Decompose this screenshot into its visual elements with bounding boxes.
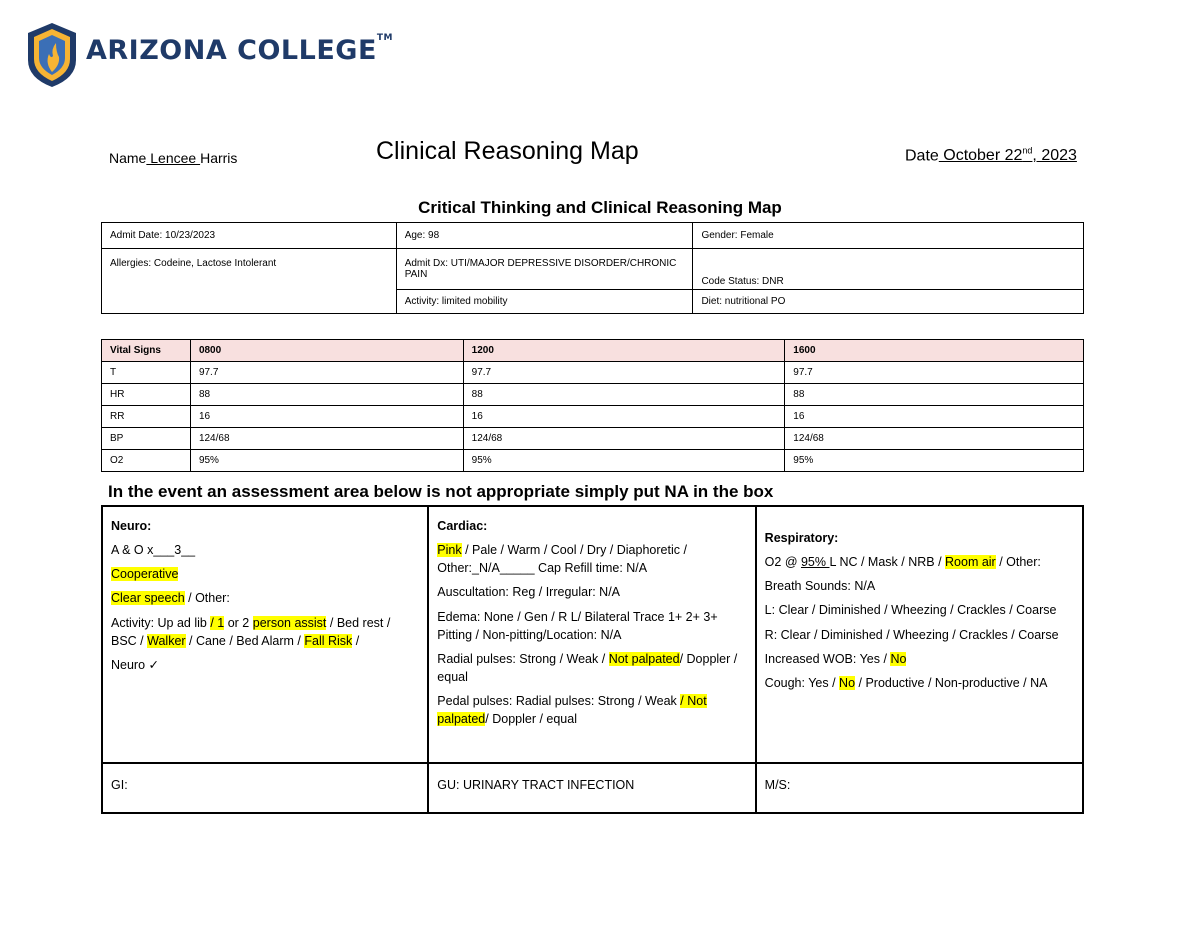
vitals-cell: T bbox=[102, 362, 191, 384]
shield-logo-icon bbox=[26, 22, 78, 88]
name-value: Lencee bbox=[146, 150, 201, 166]
vitals-cell: HR bbox=[102, 384, 191, 406]
oxygen-line: O2 @ 95% L NC / Mask / NRB / Room air / Other: bbox=[764, 555, 1041, 570]
arizona-college-logo bbox=[26, 20, 393, 90]
allergies-cell: Allergies: Codeine, Lactose Intolerant bbox=[102, 249, 397, 314]
neuro-check-line: Neuro ✓ bbox=[111, 657, 159, 672]
activity-cell: Activity: limited mobility bbox=[396, 290, 693, 314]
date-field: Date October 22nd, 2023 bbox=[905, 146, 1077, 165]
auscultation-line: Auscultation: Reg / Irregular: N/A bbox=[437, 585, 621, 600]
vitals-cell: 95% bbox=[463, 450, 785, 472]
vitals-cell: 124/68 bbox=[785, 428, 1084, 450]
vitals-row bbox=[102, 362, 1084, 384]
pedal-pulses-line: Pedal pulses: Radial pulses: Strong / Weak / Not palpated/ Doppler / equal bbox=[437, 694, 707, 727]
left-lung-line: L: Clear / Diminished / Wheezing / Crackles / Coarse bbox=[764, 603, 1057, 618]
cough-line: Cough: Yes / No / Productive / Non-productive / NA bbox=[764, 675, 1048, 690]
vitals-cell: RR bbox=[102, 406, 191, 428]
vitals-cell: 16 bbox=[785, 406, 1084, 428]
neuro-cell bbox=[102, 506, 428, 763]
vitals-row bbox=[102, 450, 1084, 472]
vitals-header-row bbox=[102, 340, 1084, 362]
assessment-table bbox=[101, 505, 1084, 814]
logo-wordmark: ARIZONA COLLEGE™ bbox=[86, 33, 393, 66]
date-value: October 22nd, 2023 bbox=[938, 146, 1077, 165]
vitals-cell: 95% bbox=[785, 450, 1084, 472]
gu-cell: GU: URINARY TRACT INFECTION bbox=[428, 763, 755, 813]
vitals-header-cell: 1600 bbox=[785, 340, 1084, 362]
map-subtitle: Critical Thinking and Clinical Reasoning Map bbox=[418, 198, 782, 217]
code-status-cell: Code Status: DNR bbox=[693, 249, 1084, 290]
activity-line: Activity: Up ad lib / 1 or 2 person assist / Bed rest / BSC / Walker / Cane / Bed Alarm / Fall Risk / bbox=[111, 615, 391, 648]
student-name: Name Lencee Harris bbox=[109, 150, 238, 166]
vitals-row bbox=[102, 384, 1084, 406]
vitals-cell: 124/68 bbox=[463, 428, 785, 450]
admit-date-cell: Admit Date: 10/23/2023 bbox=[102, 223, 397, 249]
vitals-header-cell: 0800 bbox=[190, 340, 463, 362]
vitals-row bbox=[102, 406, 1084, 428]
trademark-mark: TM bbox=[376, 33, 393, 43]
vitals-cell: BP bbox=[102, 428, 191, 450]
wob-line: Increased WOB: Yes / No bbox=[764, 651, 907, 666]
admit-dx-cell: Admit Dx: UTI/MAJOR DEPRESSIVE DISORDER/CHRONIC PAIN bbox=[396, 249, 693, 290]
vitals-cell: O2 bbox=[102, 450, 191, 472]
speech-line: Clear speech / Other: bbox=[111, 591, 230, 606]
vitals-header-cell: Vital Signs bbox=[102, 340, 191, 362]
radial-pulses-line: Radial pulses: Strong / Weak / Not palpated/ Doppler / equal bbox=[437, 651, 738, 684]
breath-sounds-line: Breath Sounds: N/A bbox=[764, 579, 876, 594]
vitals-cell: 95% bbox=[190, 450, 463, 472]
gi-cell: GI: bbox=[102, 763, 428, 813]
ms-cell: M/S: bbox=[756, 763, 1083, 813]
cardiac-cell bbox=[428, 506, 755, 763]
vitals-row bbox=[102, 428, 1084, 450]
vitals-cell: 16 bbox=[463, 406, 785, 428]
respiratory-cell bbox=[756, 506, 1083, 763]
gender-cell: Gender: Female bbox=[693, 223, 1084, 249]
vitals-cell: 88 bbox=[463, 384, 785, 406]
vitals-cell: 97.7 bbox=[785, 362, 1084, 384]
neuro-title: Neuro: bbox=[111, 519, 152, 533]
edema-line: Edema: None / Gen / R L/ Bilateral Trace 1+ 2+ 3+ Pitting / Non-pitting/Location: N/A bbox=[437, 609, 718, 642]
vitals-cell: 97.7 bbox=[190, 362, 463, 384]
cooperative-line: Cooperative bbox=[111, 567, 179, 582]
diet-cell: Diet: nutritional PO bbox=[693, 290, 1084, 314]
vitals-cell: 16 bbox=[190, 406, 463, 428]
vitals-cell: 88 bbox=[785, 384, 1084, 406]
right-lung-line: R: Clear / Diminished / Wheezing / Crackles / Coarse bbox=[764, 627, 1059, 642]
vitals-cell: 124/68 bbox=[190, 428, 463, 450]
page-title: Clinical Reasoning Map bbox=[376, 137, 639, 165]
assessment-instruction: In the event an assessment area below is not appropriate simply put NA in the box bbox=[108, 482, 774, 501]
cardiac-title: Cardiac: bbox=[437, 519, 488, 533]
vital-signs-table bbox=[101, 339, 1084, 472]
skin-line: Pink / Pale / Warm / Cool / Dry / Diaphoretic / Other:_N/A_____ Cap Refill time: N/A bbox=[437, 543, 687, 576]
vitals-cell: 88 bbox=[190, 384, 463, 406]
vitals-cell: 97.7 bbox=[463, 362, 785, 384]
vitals-header-cell: 1200 bbox=[463, 340, 785, 362]
patient-info-table bbox=[101, 222, 1084, 314]
orientation-line: A & O x___3__ bbox=[111, 543, 196, 558]
respiratory-title: Respiratory: bbox=[764, 531, 839, 545]
age-cell: Age: 98 bbox=[396, 223, 693, 249]
